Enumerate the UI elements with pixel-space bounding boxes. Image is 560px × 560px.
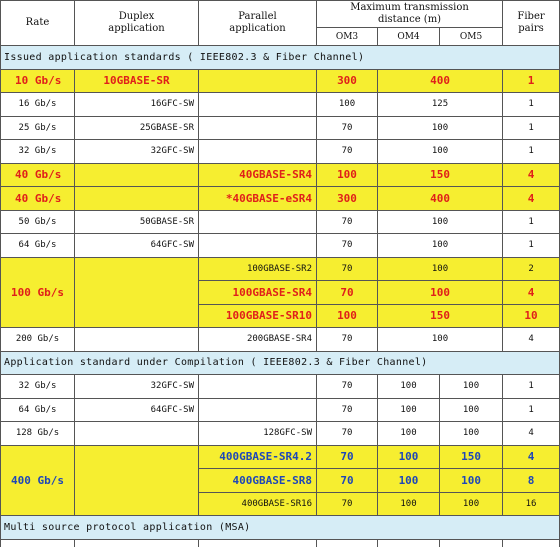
table-cell-rate: 40 Gb/s (1, 163, 75, 187)
table-cell-rate: 64 Gb/s (1, 398, 75, 422)
section-issued: Issued application standards ( IEEE802.3 & Fiber Channel) (1, 46, 560, 70)
table-cell-pairs: 4 (503, 422, 560, 446)
table-cell-rate: 25 Gb/s (1, 116, 75, 140)
table-cell-om4: 100 (378, 422, 440, 446)
table-cell-pairs: 2 (503, 257, 560, 281)
section-compilation: Application standard under Compilation ( IEEE802.3 & Fiber Channel) (1, 351, 560, 375)
table-cell-om45: 100 (378, 257, 503, 281)
table-cell-parallel: 100GBASE-SR4 (199, 281, 317, 305)
table-cell-om3: 70 (317, 422, 378, 446)
table-cell-duplex: 10GBASE-SR (75, 69, 199, 93)
table-cell-pairs: 4 (503, 328, 560, 352)
table-cell-om3: 70 (317, 445, 378, 469)
table-cell-duplex: 16GFC-SW (75, 93, 199, 117)
table-cell-om3: 70 (317, 328, 378, 352)
table-cell-rate: 32 Gb/s (1, 375, 75, 399)
table-cell-om5: 100 (440, 469, 503, 493)
table-cell-rate: 32 Gb/s (1, 140, 75, 164)
header-rate: Rate (1, 1, 75, 46)
table-cell-pairs: 1 (503, 140, 560, 164)
table-cell-om4: 100 (378, 469, 440, 493)
table-cell-pairs: 1 (503, 93, 560, 117)
table-cell-om5: 100 (440, 398, 503, 422)
table-cell-pairs: 1 (503, 234, 560, 258)
table-cell-pairs: 4 (503, 187, 560, 211)
table-cell-om45: 150 (378, 304, 503, 328)
table-cell-pairs: 1 (503, 69, 560, 93)
table-cell-om3: 100 (317, 93, 378, 117)
header-om5: OM5 (440, 28, 503, 46)
table-cell-duplex: 32GFC-SW (75, 140, 199, 164)
table-cell-om5: 100 (440, 492, 503, 516)
table-cell-parallel: 400GBASE-SR4.2 (199, 445, 317, 469)
header-parallel: Parallel application (199, 1, 317, 46)
table-cell-om4: 100 (378, 398, 440, 422)
table-cell-om3: 300 (317, 69, 378, 93)
table-cell-parallel (199, 234, 317, 258)
table-cell-om3: 70 (317, 375, 378, 399)
table-cell-om5: 150 (440, 445, 503, 469)
table-cell-om5: 100 (440, 422, 503, 446)
table-cell-duplex: 25GBASE-SR (75, 116, 199, 140)
table-cell-duplex (75, 328, 199, 352)
table-cell-om45: 125 (378, 93, 503, 117)
table-cell-parallel: 40GBASE-SR4 (199, 163, 317, 187)
table-cell-duplex: 32GFC-SW (75, 375, 199, 399)
table-cell-duplex: 64GFC-SW (75, 234, 199, 258)
table-cell-om3: 70 (317, 469, 378, 493)
header-max-distance: Maximum transmission distance (m) (317, 1, 503, 28)
table-cell-empty (75, 539, 199, 547)
table-cell-parallel: 100GBASE-SR10 (199, 304, 317, 328)
table-cell-duplex (75, 257, 199, 328)
table-cell-empty (199, 539, 317, 547)
table-cell-om45: 400 (378, 187, 503, 211)
table-cell-om45: 100 (378, 116, 503, 140)
header-duplex: Duplex application (75, 1, 199, 46)
table-cell-om3: 70 (317, 398, 378, 422)
table-cell-om3: 70 (317, 281, 378, 305)
table-cell-om5: 100 (440, 375, 503, 399)
table-cell-om45: 100 (378, 140, 503, 164)
table-cell-pairs: 1 (503, 210, 560, 234)
table-cell-pairs: 8 (503, 469, 560, 493)
table-cell-om4: 100 (378, 445, 440, 469)
table-cell-empty (317, 539, 378, 547)
table-cell-pairs: 4 (503, 445, 560, 469)
table-cell-pairs: 4 (503, 281, 560, 305)
table-cell-pairs: 1 (503, 116, 560, 140)
section-msa: Multi source protocol application (MSA) (1, 516, 560, 540)
table-cell-pairs: 1 (503, 398, 560, 422)
header-om3: OM3 (317, 28, 378, 46)
table-cell-parallel (199, 398, 317, 422)
table-cell-om4: 100 (378, 492, 440, 516)
table-cell-duplex: 50GBASE-SR (75, 210, 199, 234)
table-cell-pairs: 4 (503, 163, 560, 187)
table-cell-rate: 50 Gb/s (1, 210, 75, 234)
table-cell-om3: 70 (317, 234, 378, 258)
table-cell-empty (440, 539, 503, 547)
table-cell-om45: 100 (378, 328, 503, 352)
table-cell-rate: 16 Gb/s (1, 93, 75, 117)
table-cell-pairs: 1 (503, 375, 560, 399)
table-cell-rate: 40 Gb/s (1, 187, 75, 211)
table-cell-empty (503, 539, 560, 547)
table-cell-om45: 100 (378, 281, 503, 305)
table-cell-om45: 400 (378, 69, 503, 93)
table-cell-empty (1, 539, 75, 547)
table-cell-empty (378, 539, 440, 547)
table-cell-om3: 300 (317, 187, 378, 211)
table-cell-pairs: 10 (503, 304, 560, 328)
table-cell-om3: 70 (317, 492, 378, 516)
table-cell-rate: 128 Gb/s (1, 422, 75, 446)
table-cell-duplex: 64GFC-SW (75, 398, 199, 422)
table-cell-rate: 64 Gb/s (1, 234, 75, 258)
table-cell-om4: 100 (378, 375, 440, 399)
table-cell-om3: 70 (317, 116, 378, 140)
table-cell-om3: 70 (317, 210, 378, 234)
table-cell-parallel (199, 140, 317, 164)
table-cell-parallel (199, 69, 317, 93)
table-cell-om3: 100 (317, 304, 378, 328)
table-cell-parallel (199, 116, 317, 140)
table-cell-om3: 100 (317, 163, 378, 187)
table-cell-om3: 70 (317, 257, 378, 281)
table-cell-parallel: 400GBASE-SR8 (199, 469, 317, 493)
table-cell-pairs: 16 (503, 492, 560, 516)
table-cell-rate: 400 Gb/s (1, 445, 75, 516)
header-fiber-pairs: Fiber pairs (503, 1, 560, 46)
table-cell-om3: 70 (317, 140, 378, 164)
table-cell-duplex (75, 187, 199, 211)
table-cell-parallel (199, 93, 317, 117)
table-cell-duplex (75, 422, 199, 446)
table-cell-parallel: 400GBASE-SR16 (199, 492, 317, 516)
table-cell-parallel (199, 375, 317, 399)
table-cell-om45: 150 (378, 163, 503, 187)
table-cell-om45: 100 (378, 234, 503, 258)
table-cell-om45: 100 (378, 210, 503, 234)
table-cell-parallel: *40GBASE-eSR4 (199, 187, 317, 211)
table-cell-parallel: 128GFC-SW (199, 422, 317, 446)
table-cell-rate: 10 Gb/s (1, 69, 75, 93)
table-cell-duplex (75, 445, 199, 516)
header-om4: OM4 (378, 28, 440, 46)
table-cell-rate: 100 Gb/s (1, 257, 75, 328)
table-cell-rate: 200 Gb/s (1, 328, 75, 352)
table-cell-duplex (75, 163, 199, 187)
table-cell-parallel (199, 210, 317, 234)
table-cell-parallel: 200GBASE-SR4 (199, 328, 317, 352)
table-cell-parallel: 100GBASE-SR2 (199, 257, 317, 281)
